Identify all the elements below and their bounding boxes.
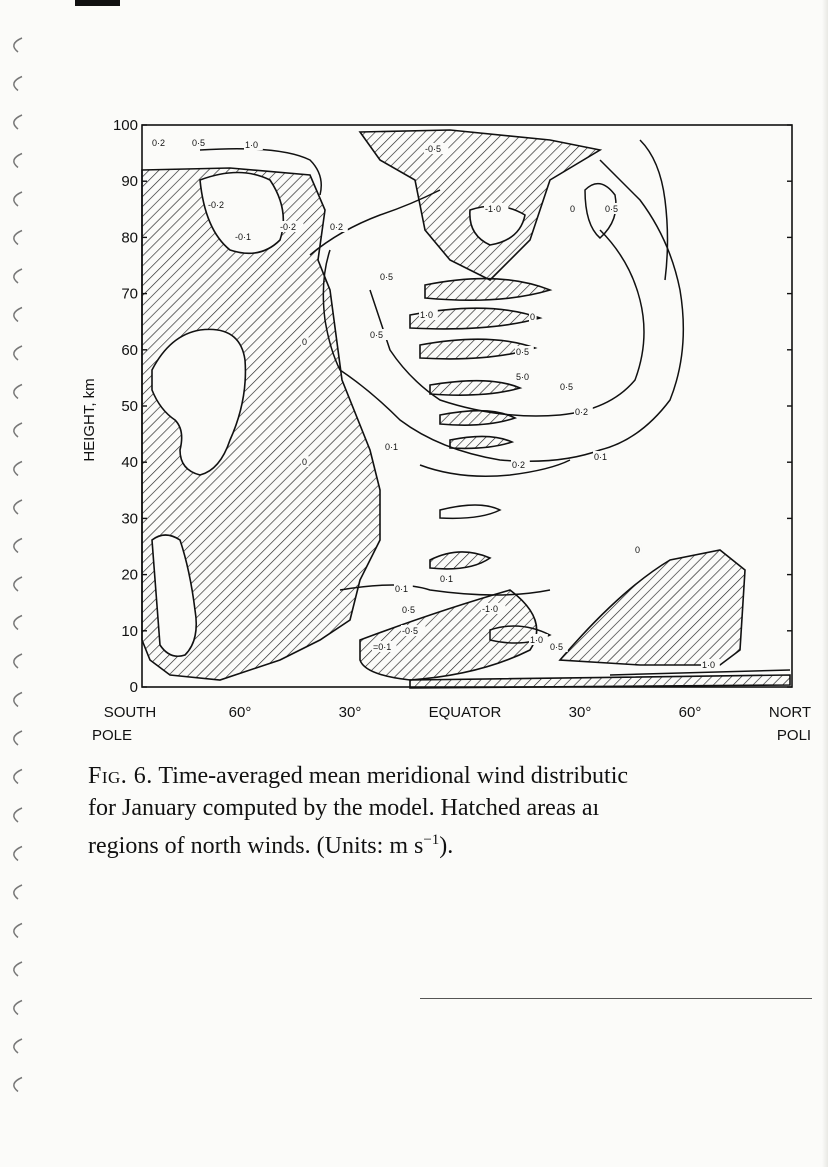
binding-ring: [14, 346, 22, 360]
contour-label: 0·5: [550, 642, 564, 652]
caption-line-1-text: Time-averaged mean meridional wind distributic: [158, 763, 629, 789]
contour-label: =0·1: [373, 642, 392, 652]
y-tick-label: 70: [121, 285, 138, 303]
binding-ring: [14, 808, 22, 822]
contour-label: -1·0: [485, 204, 502, 214]
contour-label: 1·0: [530, 635, 544, 645]
contour-label: 0·5: [516, 347, 530, 357]
binding-ring: [14, 308, 22, 322]
binding-ring: [14, 115, 22, 129]
hatch-equatorial-lens-4: [430, 381, 520, 395]
binding-ring: [14, 154, 22, 168]
binding-ring: [14, 192, 22, 206]
caption-line-3-end: ).: [439, 833, 454, 859]
x-tick-label: EQUATOR: [428, 704, 502, 721]
contour-label: 0·2: [330, 222, 344, 232]
binding-ring: [14, 885, 22, 899]
binding-ring: [14, 423, 22, 437]
y-tick-label: 40: [121, 454, 138, 472]
x-tick-label: 60°: [228, 704, 252, 721]
contour-label: 0: [570, 204, 576, 214]
contour-label: -0·5: [425, 144, 442, 154]
binding-ring: [14, 38, 22, 52]
y-tick-label: 30: [121, 510, 138, 528]
contour-figure: [80, 120, 828, 760]
binding-ring: [14, 924, 22, 938]
y-tick-label: 50: [121, 398, 138, 415]
caption-line-3: [88, 824, 828, 862]
hatch-bottom-band: [410, 675, 790, 688]
binding-ring: [14, 577, 22, 591]
contour-label: -1·0: [482, 604, 499, 614]
x-tick-label: 60°: [678, 704, 702, 721]
contour-label: -0·2: [280, 222, 297, 232]
x-axis-ticks: [92, 704, 811, 744]
binding-ring: [14, 654, 22, 668]
contour-label: 0·2: [512, 460, 526, 470]
binding-ring: [14, 693, 22, 707]
y-tick-label: 10: [121, 622, 138, 640]
contour-label: 0: [530, 312, 536, 322]
contour-label: 1·0: [420, 310, 434, 320]
figure-caption: [88, 760, 828, 862]
hatch-equatorial-lens-1: [425, 279, 550, 301]
spiral-binding-marks: [0, 0, 40, 1167]
binding-ring: [14, 616, 22, 630]
caption-units-superscript: −1: [423, 832, 440, 848]
binding-ring: [14, 500, 22, 514]
y-tick-label: 0: [129, 679, 138, 696]
binding-ring: [14, 1039, 22, 1053]
contour-label: 0·1: [395, 584, 409, 594]
x-tick-label: 30°: [338, 704, 362, 721]
binding-ring: [14, 269, 22, 283]
top-edge-mark: [75, 0, 120, 6]
binding-ring: [14, 77, 22, 91]
binding-ring: [14, 231, 22, 245]
y-tick-label: 100: [112, 120, 138, 134]
contour-plot: [80, 120, 828, 760]
binding-ring: [14, 847, 22, 861]
x-tick-label: SOUTH: [103, 704, 157, 721]
contour-label: -0·1: [235, 232, 252, 242]
y-tick-label: 60: [121, 341, 138, 359]
binding-ring: [14, 1001, 22, 1015]
contour-label: -0·2: [208, 200, 225, 210]
hatch-lower-blob: [430, 552, 490, 569]
hatch-upper-center: [360, 130, 600, 280]
bottom-rule: [420, 998, 812, 999]
x-tick-label: NORT: [768, 704, 812, 721]
hatch-equatorial-lens-6: [450, 436, 512, 448]
contour-label: 0·5: [192, 138, 206, 148]
y-tick-label: 20: [121, 566, 138, 584]
contour-label: 0·2: [575, 407, 589, 417]
contour-label: 1·0: [702, 660, 716, 670]
binding-ring: [14, 1078, 22, 1092]
binding-ring: [14, 962, 22, 976]
contour-label: 0·5: [605, 204, 619, 214]
hatch-equatorial-lens-5: [440, 411, 515, 425]
binding-ring: [14, 385, 22, 399]
binding-ring: [14, 539, 22, 553]
contour-label: 0·5: [402, 605, 416, 615]
binding-ring: [14, 731, 22, 745]
x-tick-label: 30°: [568, 704, 592, 721]
caption-line-1: [88, 760, 828, 792]
contour-label: 0·1: [440, 574, 454, 584]
y-tick-label: 80: [121, 229, 138, 247]
x-tick-label-line2: POLI: [776, 727, 812, 744]
contour-label: 0·5: [560, 382, 574, 392]
y-axis-label: HEIGHT, km: [81, 378, 98, 462]
caption-line-3-text: regions of north winds. (Units: m s: [88, 833, 424, 859]
contour-label: 0·1: [594, 452, 608, 462]
y-tick-label: 90: [121, 173, 138, 191]
contour-label: 0·5: [380, 272, 394, 282]
hatch-right-region: [560, 550, 745, 665]
contour-label: 1·0: [245, 140, 259, 150]
contour-label: 0: [635, 545, 641, 555]
x-tick-label-line2: POLE: [91, 727, 133, 744]
contour-label: 0: [302, 457, 308, 467]
caption-line-2: for January computed by the model. Hatched areas aı: [88, 795, 600, 821]
contour-label: 0: [302, 337, 308, 347]
contour-label: 0·2: [152, 138, 166, 148]
contour-label: 0·1: [385, 442, 399, 452]
contour-label: -0·5: [402, 626, 419, 636]
binding-ring: [14, 462, 22, 476]
hatch-lower-center: [360, 590, 537, 680]
figure-number: Fig. 6.: [88, 763, 153, 789]
contour-label: 0·5: [370, 330, 384, 340]
contour-label: 5·0: [516, 372, 530, 382]
binding-ring: [14, 770, 22, 784]
